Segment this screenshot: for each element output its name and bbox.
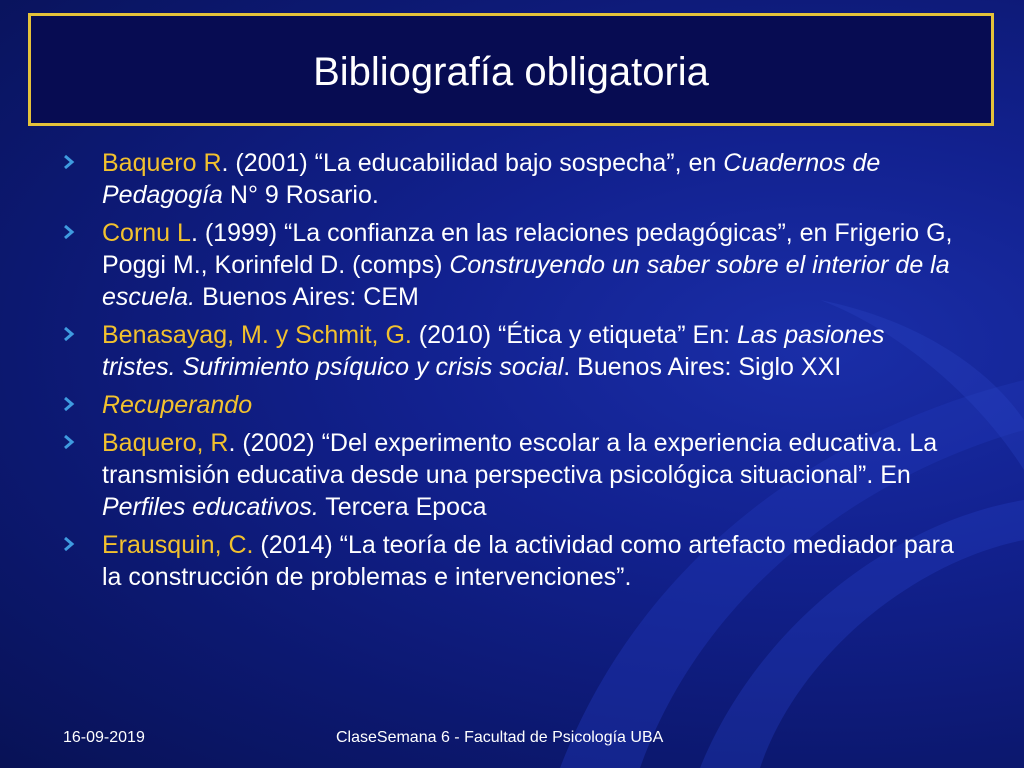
chevron-right-icon <box>62 434 76 450</box>
bibliography-entry <box>58 427 958 523</box>
bibliography-entry <box>58 319 958 383</box>
entry-italic-title: Recuperando <box>102 391 253 419</box>
entry-tail: Tercera Epoca <box>318 493 487 521</box>
bibliography-entry <box>58 217 958 313</box>
entry-author: Erausquin, C. <box>102 531 254 559</box>
entry-tail: N° 9 Rosario. <box>222 181 379 209</box>
chevron-right-icon <box>62 326 76 342</box>
chevron-right-icon <box>62 224 76 240</box>
entry-text: (2010) “Ética y etiqueta” En: <box>411 321 738 349</box>
entry-italic-title: Construyendo un saber sobre el interior de la escuela. <box>102 251 950 311</box>
entry-text: . (2001) “La educabilidad bajo sospecha”, en <box>221 149 724 177</box>
bibliography-entry <box>58 389 958 421</box>
entry-author: Baquero R <box>102 149 222 177</box>
footer-date: 16-09-2019 <box>63 729 145 746</box>
entry-tail: Buenos Aires: CEM <box>195 283 419 311</box>
slide-title: Bibliografía obligatoria <box>313 49 709 94</box>
chevron-right-icon <box>62 396 76 412</box>
title-box <box>28 13 994 126</box>
chevron-right-icon <box>62 154 76 170</box>
chevron-right-icon <box>62 536 76 552</box>
entry-text: . (2002) “Del experimento escolar a la experiencia educativa. La transmisión educativa desde una perspectiva psicológica situacional”. En <box>102 429 938 489</box>
bibliography-entry <box>58 529 958 593</box>
entry-author: Cornu L <box>102 219 191 247</box>
entry-italic-title: Perfiles educativos. <box>102 493 319 521</box>
entry-italic-title: Cuadernos de Pedagogía <box>102 149 881 209</box>
entry-text: . (1999) “La confianza en las relaciones pedagógicas”, en Frigerio G, Poggi M., Korinfeld D. (comps) <box>102 219 953 279</box>
bibliography-entry <box>58 147 958 211</box>
bibliography-list <box>58 147 958 599</box>
entry-italic-title: Las pasiones tristes. Sufrimiento psíquico y crisis social <box>102 321 885 381</box>
entry-author: Baquero, R <box>102 429 229 457</box>
entry-author: Benasayag, M. y Schmit, G. <box>102 321 412 349</box>
entry-tail: . Buenos Aires: Siglo XXI <box>563 353 842 381</box>
footer-course: ClaseSemana 6 - Facultad de Psicología UBA <box>336 729 664 746</box>
entry-text: (2014) “La teoría de la actividad como artefacto mediador para la construcción de problemas e intervenciones”. <box>102 531 954 591</box>
